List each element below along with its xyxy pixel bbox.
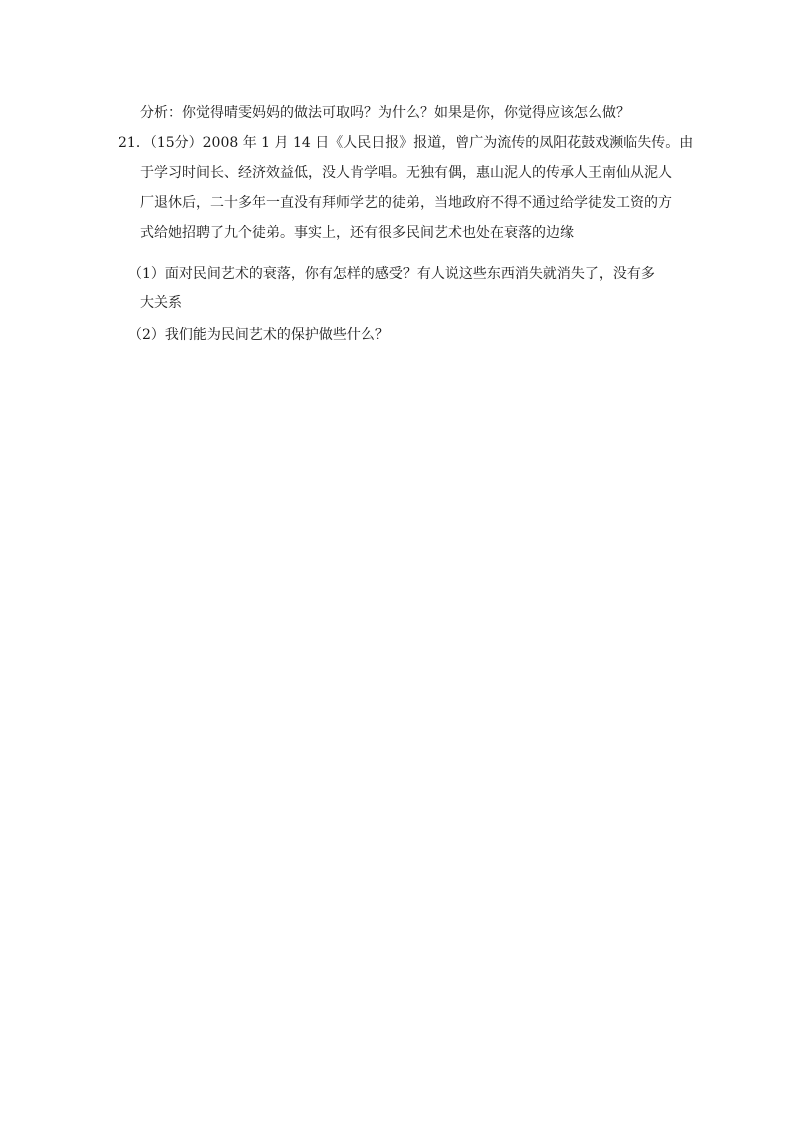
- sub-question-1-line-1: （1）面对民间艺术的衰落，你有怎样的感受？有人说这些东西消失就消失了，没有多: [128, 266, 655, 282]
- question-21-line-4: 式给她招聘了九个徒弟。事实上，还有很多民间艺术也处在衰落的边缘: [140, 225, 574, 241]
- sub-question-2: （2）我们能为民间艺术的保护做些什么？: [128, 327, 389, 343]
- question-21-line-1: 21．（15分）2008 年 1 月 14 日《人民日报》报道，曾广为流传的凤阳花鼓戏濒临失传。由: [118, 135, 694, 151]
- question-21-line-3: 厂退休后，二十多年一直没有拜师学艺的徒弟，当地政府不得不通过给学徒发工资的方: [140, 195, 672, 211]
- question-21-line-2: 于学习时间长、经济效益低，没人肯学唱。无独有偶，惠山泥人的传承人王南仙从泥人: [140, 165, 672, 181]
- sub-question-1-line-2: 大关系: [140, 295, 182, 311]
- analysis-prompt: 分析：你觉得晴雯妈妈的做法可取吗？为什么？如果是你，你觉得应该怎么做？: [140, 105, 630, 121]
